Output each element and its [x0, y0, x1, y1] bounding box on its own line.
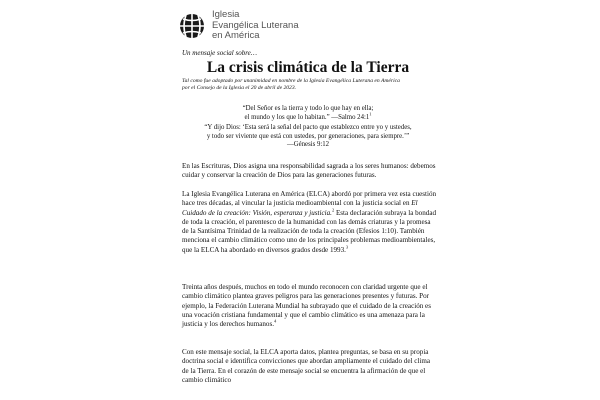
text-run: La Iglesia Evangélica Luterana en América (ELCA) abordó por primera vez esta cuestión hace tres décadas, al vincular la justicia medioambiental con la justicia social en — [182, 190, 437, 208]
kicker: Un mensaje social sobre… — [182, 49, 257, 57]
document-title: La crisis climática de la Tierra — [206, 59, 410, 76]
logo-wordmark — [212, 10, 299, 42]
paragraph — [182, 162, 437, 181]
footnote-ref[interactable]: 2 — [331, 207, 335, 213]
quote-line: y todo ser viviente que está con ustedes, por generaciones, para siempre.’” — [206, 132, 410, 140]
quote-citation: —Génesis 9:12 — [286, 141, 330, 148]
logo-line: en América — [212, 30, 260, 41]
paragraph-text: Con este mensaje social, la ELCA aporta datos, plantea preguntas, se basa en su propia doctrina social e identifica convicciones que abordan ampliamente el cuidado del clima de la Tierra. En el corazón de este mensaje social se encuentra la afirmación de que el cambio climático — [182, 348, 430, 384]
adoption-line: Tal como fue adoptado por unanimidad en nombre de la Iglesia Evangélica Luterana en América — [182, 78, 400, 84]
adoption-line: por el Consejo de la Iglesia el 20 de abril de 2023. — [182, 85, 297, 91]
paragraph — [182, 190, 437, 255]
quote-line — [182, 111, 434, 123]
epigraph-psalm — [182, 105, 434, 122]
text-run: Esta declaración subraya la bondad de toda la creación, el parentesco de la humanidad con las demás criaturas y la promesa de la Santísima Trinidad de la realización de toda la creación (Efesios 1:10). También menciona el cambio climático como uno de los principales problemas medioambientales, que la ELCA ha abordado en diversos grados desde 1993. — [182, 208, 437, 254]
epigraph-genesis — [182, 124, 434, 150]
footnote-ref[interactable]: 1 — [369, 111, 372, 117]
paragraph-text — [182, 190, 437, 255]
quote-line: “Y dijo Dios: ‘Esta será la señal del pacto que establezco entre yo y ustedes, — [204, 124, 412, 131]
document-reference: El Cuidado de la creación: Visión, esperanza y justicia. — [182, 199, 418, 217]
logo-line: Iglesia — [212, 9, 240, 20]
text-run: Treinta años después, muchos en todo el mundo reconocen con claridad urgente que el cambio climático plantea graves peligros para las generaciones presentes y futuras. Por ejemplo, la Federación Luterana Mundial ha subrayado que el cuidado de la creación es una vocación cristiana fundamental y que el cambio climático es una amenaza para la justicia y los derechos humanos. — [182, 283, 431, 329]
footnote-ref[interactable]: 3 — [345, 244, 349, 250]
adoption-note — [182, 78, 432, 92]
logo-line: Evangélica Luterana — [212, 19, 299, 31]
elca-logo — [179, 10, 299, 42]
footnote-ref[interactable]: 4 — [274, 318, 277, 324]
paragraph-text: En las Escrituras, Dios asigna una responsabilidad sagrada a los seres humanos: debemos cuidar y conservar la creación de Dios para las generaciones futuras. — [182, 162, 436, 180]
quote-text: el mundo y los que lo habitan.” —Salmo 24:1 — [244, 113, 370, 121]
paragraph — [182, 348, 437, 385]
paragraph — [182, 283, 437, 329]
quote-line: “Del Señor es la tierra y todo lo que hay en ella; — [242, 105, 374, 112]
paragraph-text — [182, 283, 437, 329]
globe-cross-icon — [179, 13, 205, 39]
